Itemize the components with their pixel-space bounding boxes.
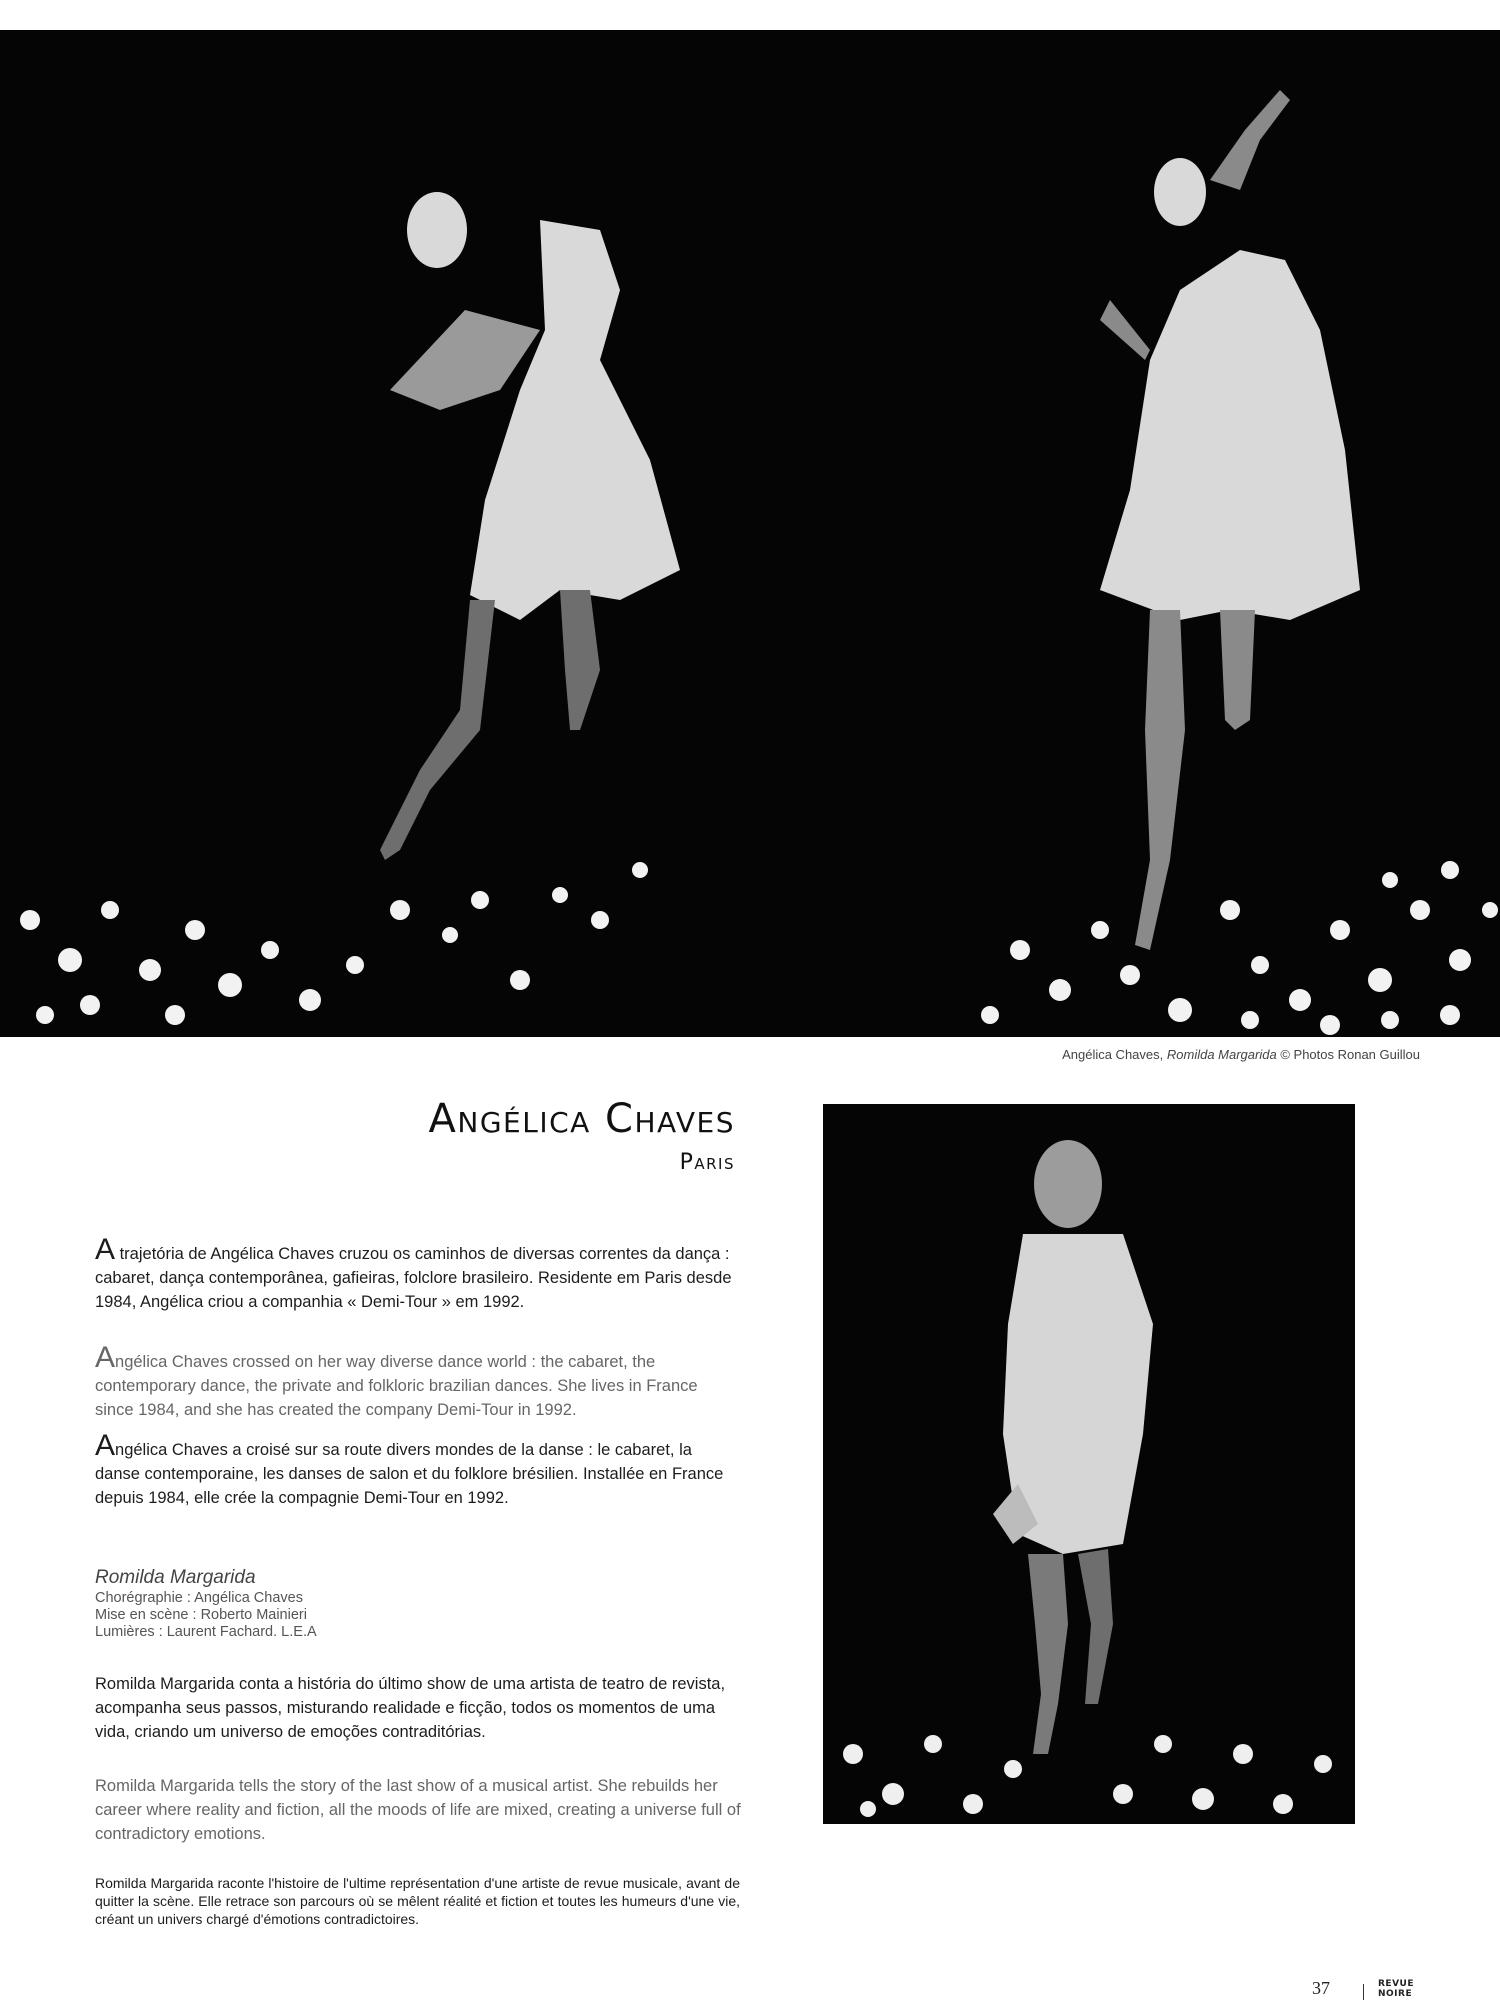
magazine-logo [1378, 1979, 1414, 1999]
synopsis-portuguese: Romilda Margarida conta a história do último show de uma artista de teatro de revista, acompanha seus passos, misturando realidade e ficção, todos os momentos de uma vida, criando um universo de emoções contraditórias. [95, 1675, 726, 1741]
intro-french [95, 1429, 735, 1510]
synopsis-english: Romilda Margarida tells the story of the last show of a musical artist. She rebuilds her career where reality and fiction, all the moods of life are mixed, creating a universe full of contradictory emotions. [95, 1777, 741, 1843]
magazine-logo-line2: NOIRE [1378, 1989, 1413, 1999]
top-photograph [0, 30, 1500, 1037]
caption-names: Angélica Chaves, [1062, 1047, 1164, 1062]
footer-divider [1363, 1984, 1364, 2000]
page-number: 37 [1312, 1978, 1330, 1998]
caption-photo-credit: © Photos Ronan Guillou [1280, 1047, 1420, 1062]
credits-choreography: Chorégraphie : Angélica Chaves [95, 1590, 303, 1606]
photo-caption [1062, 1047, 1420, 1062]
artist-city-heading: Paris [679, 1150, 735, 1175]
dancers-photo-illustration [0, 30, 1500, 1037]
caption-work-title: Romilda Margarida [1166, 1047, 1277, 1062]
intro-english-text: ngélica Chaves crossed on her way diverse dance world : the cabaret, the contemporary dance, the private and folkloric brazilian dances. She lives in France since 1984, and she has created the company Demi-Tour in 1992. [95, 1353, 698, 1419]
dropcap-portuguese: A [95, 1233, 116, 1266]
dropcap-english: A [95, 1341, 116, 1374]
magazine-logo-line1: REVUE [1378, 1979, 1414, 1989]
synopsis-french: Romilda Margarida raconte l'histoire de l'ultime représentation d'une artiste de revue musicale, avant de quitter la scène. Elle retrace son parcours où se mêlent réalité et fiction et toutes les humeurs d'une vie, créant un univers chargé d'émotions contradictoires. [95, 1875, 740, 1927]
production-credits [95, 1566, 595, 1641]
credits-staging: Mise en scène : Roberto Mainieri [95, 1607, 307, 1623]
side-photograph [823, 1104, 1355, 1824]
intro-english [95, 1341, 735, 1422]
intro-portuguese [95, 1233, 735, 1314]
credits-lighting: Lumières : Laurent Fachard. L.E.A [95, 1624, 317, 1640]
intro-french-text: ngélica Chaves a croisé sur sa route divers mondes de la danse : le cabaret, la danse contemporaine, les danses de salon et du folklore brésilien. Installée en France depuis 1984, elle crée la compagnie Demi-Tour en 1992. [95, 1441, 724, 1507]
dropcap-french: A [95, 1429, 116, 1462]
intro-portuguese-text: trajetória de Angélica Chaves cruzou os caminhos de diversas correntes da dança : cabaret, dança contemporânea, gafieiras, folclore brasileiro. Residente em Paris desde 1984, Angélica criou a companhia « Demi-Tour » em 1992. [95, 1245, 732, 1311]
solo-dancer-photo-illustration [823, 1104, 1355, 1824]
artist-name-heading: Angélica Chaves [428, 1096, 735, 1142]
credits-work-title: Romilda Margarida [95, 1567, 256, 1588]
